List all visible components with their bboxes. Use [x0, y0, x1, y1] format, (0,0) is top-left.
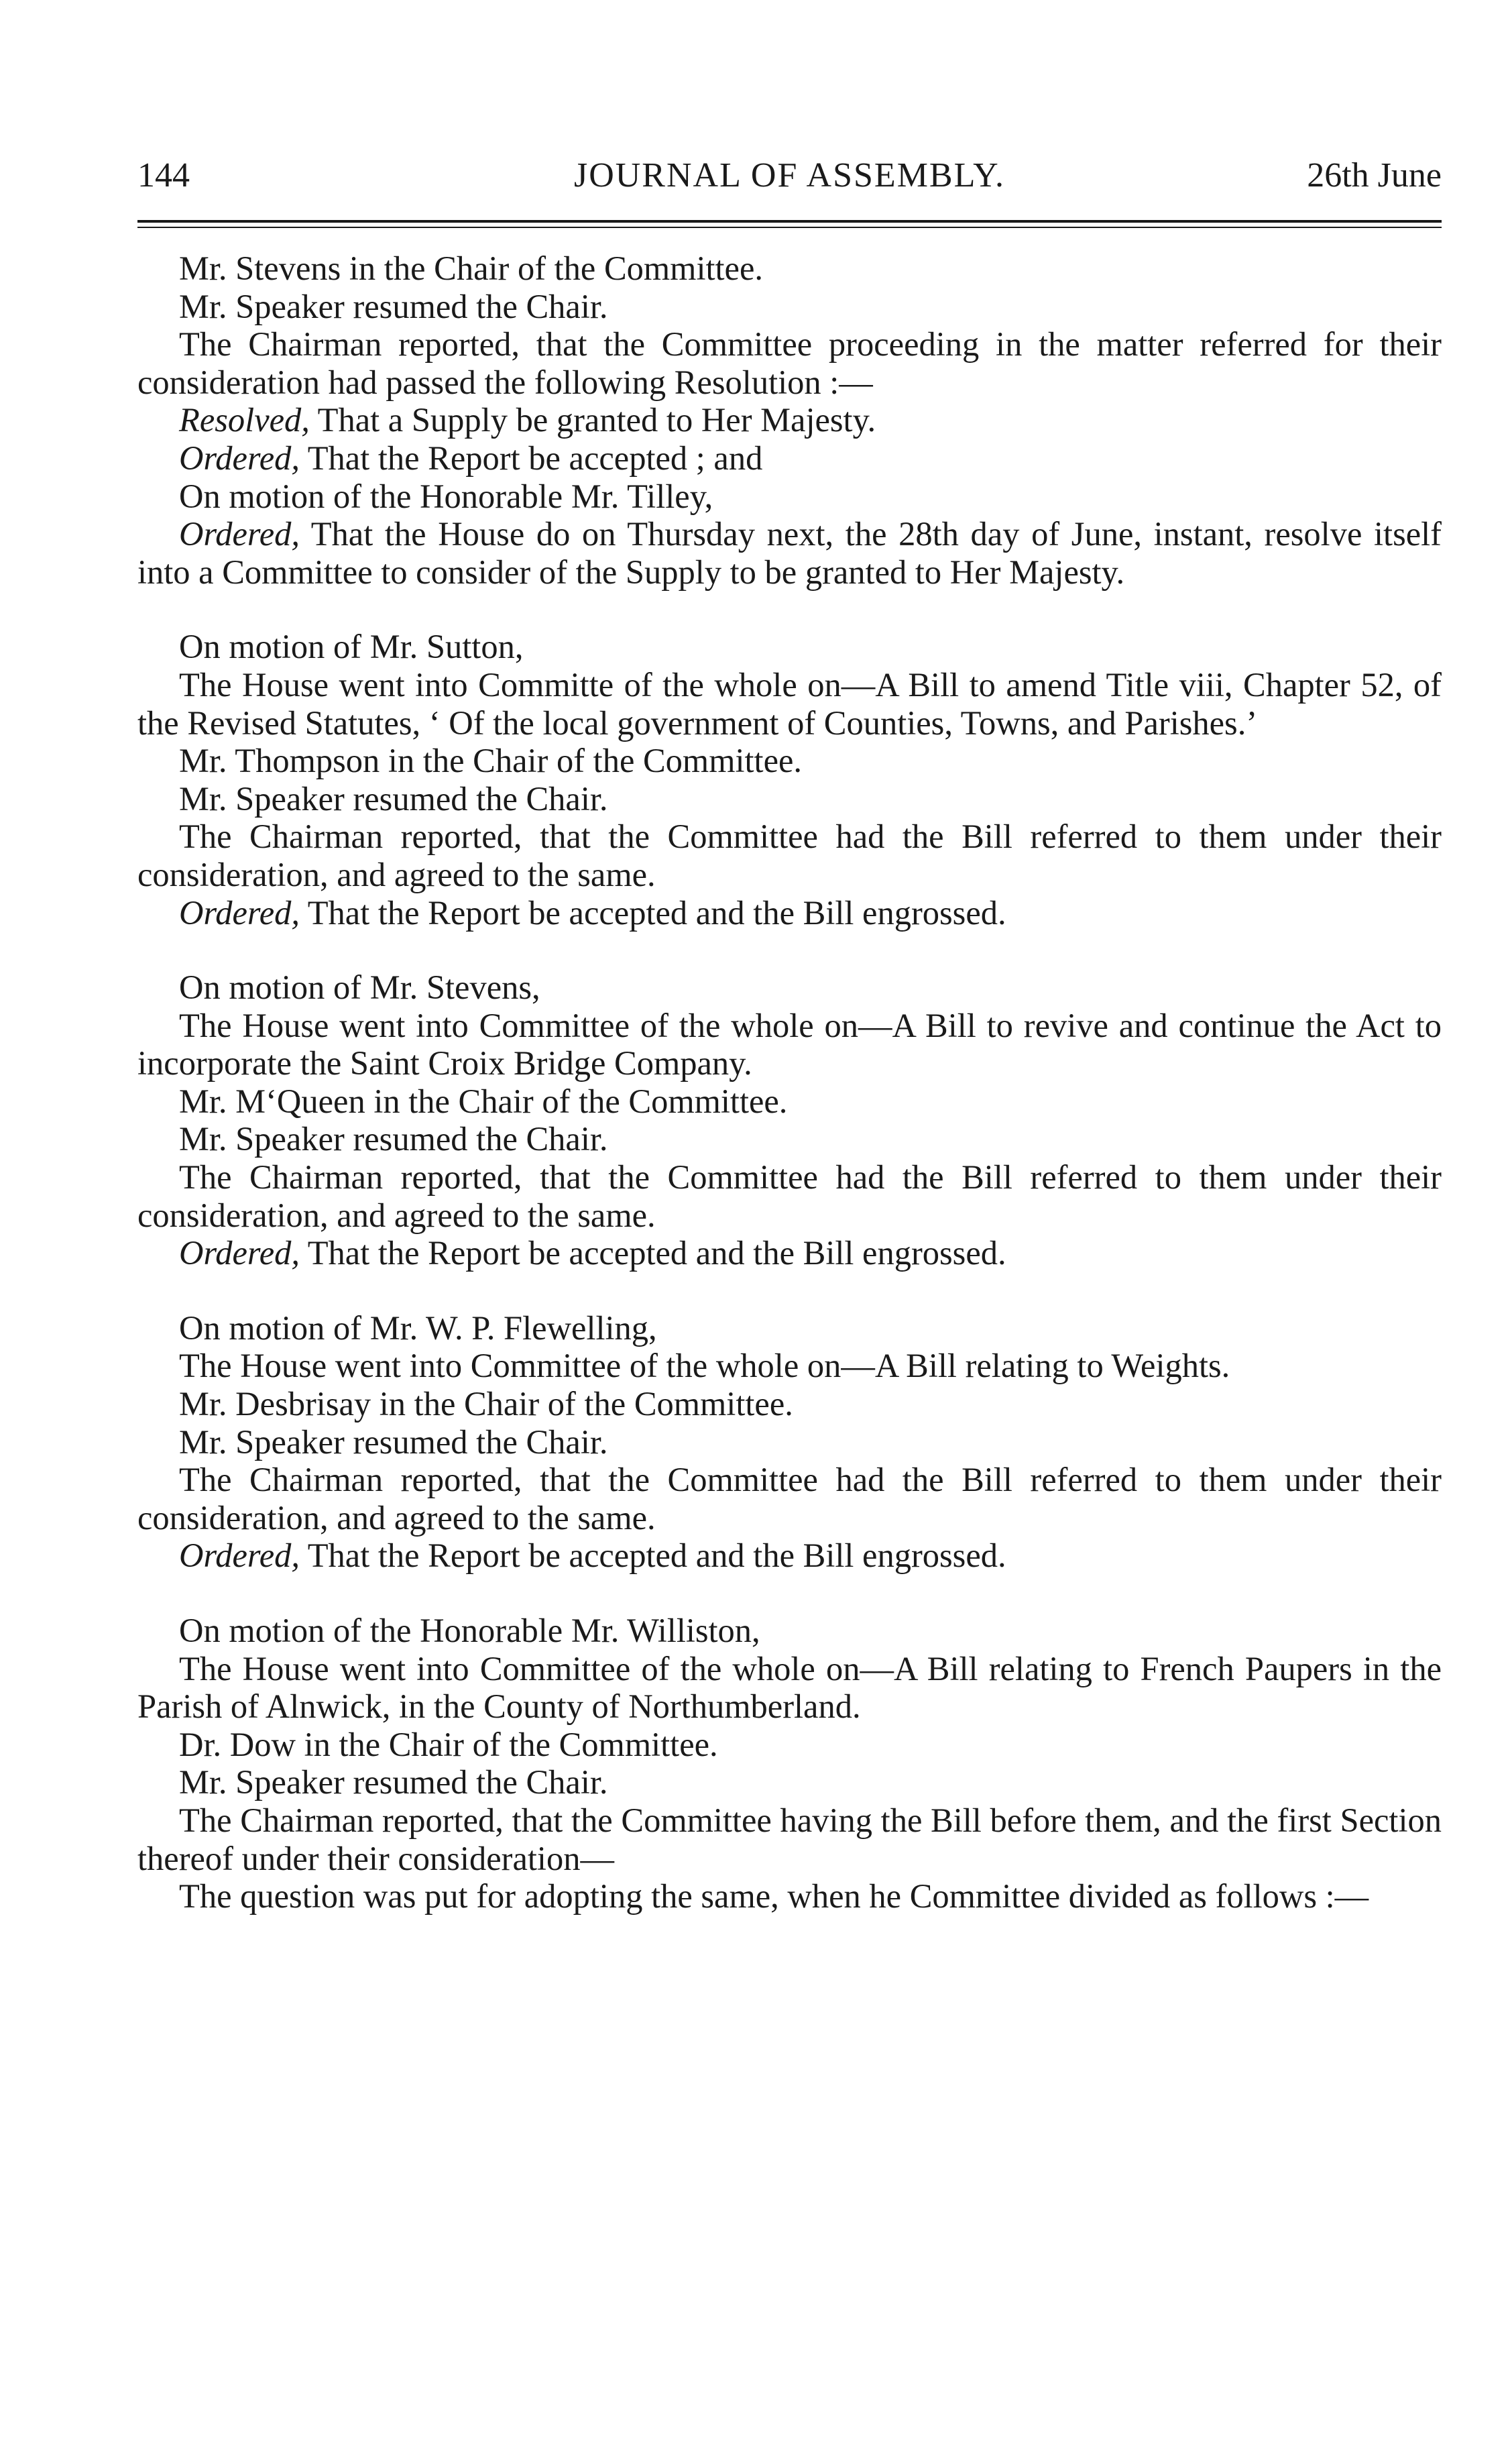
paragraph-text: The House went into Committee of the whole on—A Bill relating to French Paupers in the Parish of Alnwick, in the County of Northumberland.	[137, 1649, 1442, 1726]
italic-lead-word: Ordered,	[179, 893, 300, 932]
journal-paragraph	[137, 439, 1442, 478]
italic-lead-word: Ordered,	[179, 1537, 300, 1575]
paragraph-text: The Chairman reported, that the Committee had the Bill referred to them under their consideration, and agreed to the same.	[137, 1461, 1442, 1537]
paragraph-text: That the Report be accepted and the Bill engrossed.	[299, 893, 1006, 932]
italic-lead-word: Ordered,	[179, 515, 300, 553]
journal-paragraph	[137, 894, 1442, 932]
paragraph-gap	[137, 591, 1442, 628]
paragraph-text: On motion of the Honorable Mr. Tilley,	[179, 477, 713, 515]
paragraph-text: Mr. Stevens in the Chair of the Committee.	[179, 249, 764, 287]
paragraph-text: That the Report be accepted and the Bill engrossed.	[299, 1234, 1006, 1272]
paragraph-text: That the Report be accepted ; and	[299, 439, 763, 477]
journal-paragraph	[137, 515, 1442, 591]
paragraph-text: Mr. Speaker resumed the Chair.	[179, 1763, 608, 1801]
journal-paragraph	[137, 1347, 1442, 1385]
paragraph-text: The Chairman reported, that the Committee having the Bill before them, and the first Section thereof under their consideration—	[137, 1801, 1442, 1877]
paragraph-text: The Chairman reported, that the Committee proceeding in the matter referred for their consideration had passed the following Resolution :—	[137, 325, 1442, 401]
paragraph-text: On motion of Mr. Stevens,	[179, 968, 540, 1007]
paragraph-text: The question was put for adopting the same, when he Committee divided as follows :—	[179, 1877, 1369, 1916]
journal-paragraph	[137, 288, 1442, 326]
journal-title: JOURNAL OF ASSEMBLY.	[573, 156, 1006, 195]
journal-paragraph	[137, 1309, 1442, 1347]
journal-paragraph	[137, 249, 1442, 288]
header-rule-thin	[137, 227, 1442, 228]
journal-paragraph	[137, 1612, 1442, 1650]
journal-paragraph	[137, 1537, 1442, 1575]
paragraph-text: Dr. Dow in the Chair of the Committee.	[179, 1725, 718, 1763]
paragraph-text: That a Supply be granted to Her Majesty.	[309, 401, 876, 439]
paragraph-text: Mr. Speaker resumed the Chair.	[179, 779, 608, 818]
journal-paragraph	[137, 1385, 1442, 1423]
journal-paragraph	[137, 1007, 1442, 1083]
proceedings-entry	[137, 968, 1442, 1272]
paragraph-text: That the Report be accepted and the Bill engrossed.	[299, 1537, 1006, 1575]
journal-paragraph	[137, 1461, 1442, 1537]
paragraph-gap	[137, 932, 1442, 968]
journal-paragraph	[137, 818, 1442, 893]
running-head	[137, 156, 1442, 203]
journal-paragraph	[137, 1234, 1442, 1272]
paragraph-gap	[137, 1575, 1442, 1612]
journal-paragraph	[137, 1650, 1442, 1726]
journal-paragraph	[137, 1726, 1442, 1764]
paragraph-text: Mr. Speaker resumed the Chair.	[179, 1120, 608, 1158]
paragraph-gap	[137, 1272, 1442, 1309]
journal-paragraph	[137, 1877, 1442, 1916]
paragraph-text: The House went into Committee of the whole on—A Bill to revive and continue the Act to incorporate the Saint Croix Bridge Company.	[137, 1006, 1442, 1083]
paragraph-text: On motion of Mr. Sutton,	[179, 628, 524, 666]
italic-lead-word: Ordered,	[179, 1234, 300, 1272]
journal-paragraph	[137, 1120, 1442, 1158]
italic-lead-word: Ordered,	[179, 439, 300, 477]
journal-paragraph	[137, 325, 1442, 401]
paragraph-text: The Chairman reported, that the Committee had the Bill referred to them under their consideration, and agreed to the same.	[137, 818, 1442, 893]
proceedings-entry	[137, 628, 1442, 932]
journal-paragraph	[137, 666, 1442, 742]
journal-paragraph	[137, 1763, 1442, 1801]
paragraph-text: Mr. Speaker resumed the Chair.	[179, 1423, 608, 1461]
journal-paragraph	[137, 401, 1442, 439]
paragraph-text: On motion of Mr. W. P. Flewelling,	[179, 1309, 657, 1347]
paragraph-text: Mr. Thompson in the Chair of the Committee.	[179, 742, 803, 780]
proceedings-entry	[137, 1612, 1442, 1916]
page-number: 144	[137, 156, 190, 195]
italic-lead-word: Resolved,	[179, 401, 310, 439]
paragraph-text: The House went into Committee of the whole on—A Bill relating to Weights.	[179, 1347, 1230, 1385]
paragraph-text: Mr. Desbrisay in the Chair of the Committee.	[179, 1385, 793, 1423]
paragraph-text: On motion of the Honorable Mr. Williston,	[179, 1612, 760, 1649]
journal-body	[137, 249, 1442, 1916]
journal-paragraph	[137, 1801, 1442, 1877]
proceedings-entry	[137, 1309, 1442, 1575]
paragraph-text: That the House do on Thursday next, the 28th day of June, instant, resolve itself into a Committee to consider of the Supply to be granted to Her Majesty.	[137, 515, 1442, 591]
journal-paragraph	[137, 742, 1442, 780]
journal-paragraph	[137, 1083, 1442, 1121]
journal-paragraph	[137, 968, 1442, 1007]
journal-paragraph	[137, 478, 1442, 516]
paragraph-text: Mr. M‘Queen in the Chair of the Committee.	[179, 1082, 788, 1120]
paragraph-text: The Chairman reported, that the Committee had the Bill referred to them under their consideration, and agreed to the same.	[137, 1158, 1442, 1234]
journal-paragraph	[137, 1158, 1442, 1234]
journal-paragraph	[137, 1423, 1442, 1461]
journal-paragraph	[137, 628, 1442, 666]
journal-paragraph	[137, 780, 1442, 818]
proceedings-entry	[137, 249, 1442, 591]
header-date: 26th June	[1307, 156, 1442, 195]
header-rule-thick	[137, 220, 1442, 223]
paragraph-text: The House went into Committe of the whole on—A Bill to amend Title viii, Chapter 52, of the Revised Statutes, ‘ Of the local government of Counties, Towns, and Parishes.’	[137, 665, 1442, 742]
paragraph-text: Mr. Speaker resumed the Chair.	[179, 287, 608, 325]
